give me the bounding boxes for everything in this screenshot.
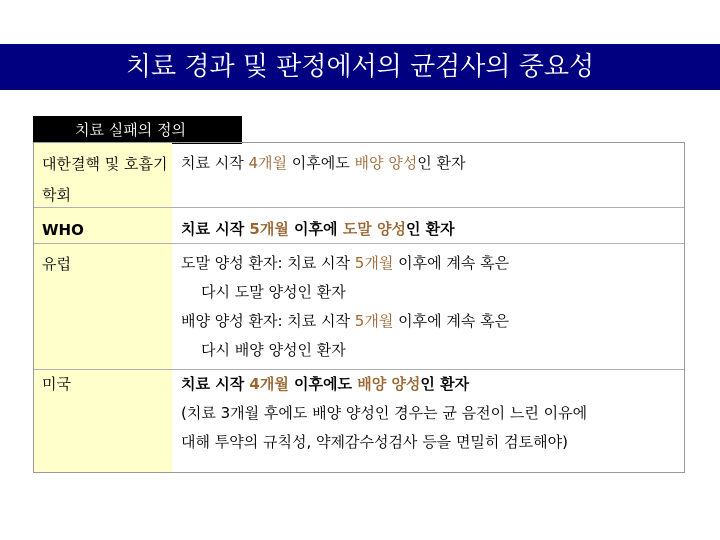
row-text-europe-2: 다시 도말 양성인 환자 xyxy=(201,283,346,301)
text-segment: 이후에 xyxy=(288,220,343,238)
result-highlight: 배양 양성 xyxy=(354,154,418,172)
text-segment: 치료 시작 xyxy=(181,220,250,238)
result-highlight: 도말 양성 xyxy=(342,220,406,238)
result-highlight: 배양 양성 xyxy=(357,375,421,393)
definition-table xyxy=(33,142,685,473)
period-highlight: 5개월 xyxy=(249,220,289,238)
text-segment: 치료 시작 xyxy=(181,375,250,393)
text-segment: 인 환자 xyxy=(405,220,455,238)
slide-title: 치료 경과 및 판정에서의 균검사의 중요성 xyxy=(0,44,720,90)
row-note-usa-2: 대해 투약의 규칙성, 약제감수성검사 등을 면밀히 검토해야) xyxy=(181,433,568,451)
row-text-europe-1 xyxy=(181,249,509,278)
row-text-who xyxy=(181,215,455,244)
text-segment: 치료 시작 xyxy=(181,154,249,172)
row-label-korea: 대한결핵 및 호흡기학회 xyxy=(42,155,168,204)
text-segment: 이후에 계속 혹은 xyxy=(393,254,510,272)
text-segment: 도말 양성 환자: 치료 시작 xyxy=(181,254,355,272)
row-label-who: WHO xyxy=(42,221,84,239)
row-text-korea xyxy=(181,149,466,178)
section-tab-label: 치료 실패의 정의 xyxy=(33,116,242,144)
text-segment: 배양 양성 환자: 치료 시작 xyxy=(181,312,355,330)
row-note-usa-1: (치료 3개월 후에도 배양 양성인 경우는 균 음전이 느린 이유에 xyxy=(181,404,588,422)
period-highlight: 5개월 xyxy=(354,254,394,272)
text-segment: 인 환자 xyxy=(417,154,466,172)
period-highlight: 5개월 xyxy=(354,312,394,330)
row-text-europe-4: 다시 배양 양성인 환자 xyxy=(201,341,346,359)
row-text-europe-3 xyxy=(181,307,509,336)
text-segment: 이후에도 xyxy=(287,154,355,172)
row-divider xyxy=(34,243,684,244)
period-highlight: 4개월 xyxy=(248,154,288,172)
row-text-usa xyxy=(181,370,469,399)
text-segment: 인 환자 xyxy=(420,375,470,393)
text-segment: 이후에 계속 혹은 xyxy=(393,312,510,330)
period-highlight: 4개월 xyxy=(249,375,289,393)
row-divider xyxy=(34,207,684,208)
row-label-usa: 미국 xyxy=(42,375,71,393)
row-label-europe: 유럽 xyxy=(42,255,71,273)
text-segment: 이후에도 xyxy=(288,375,358,393)
